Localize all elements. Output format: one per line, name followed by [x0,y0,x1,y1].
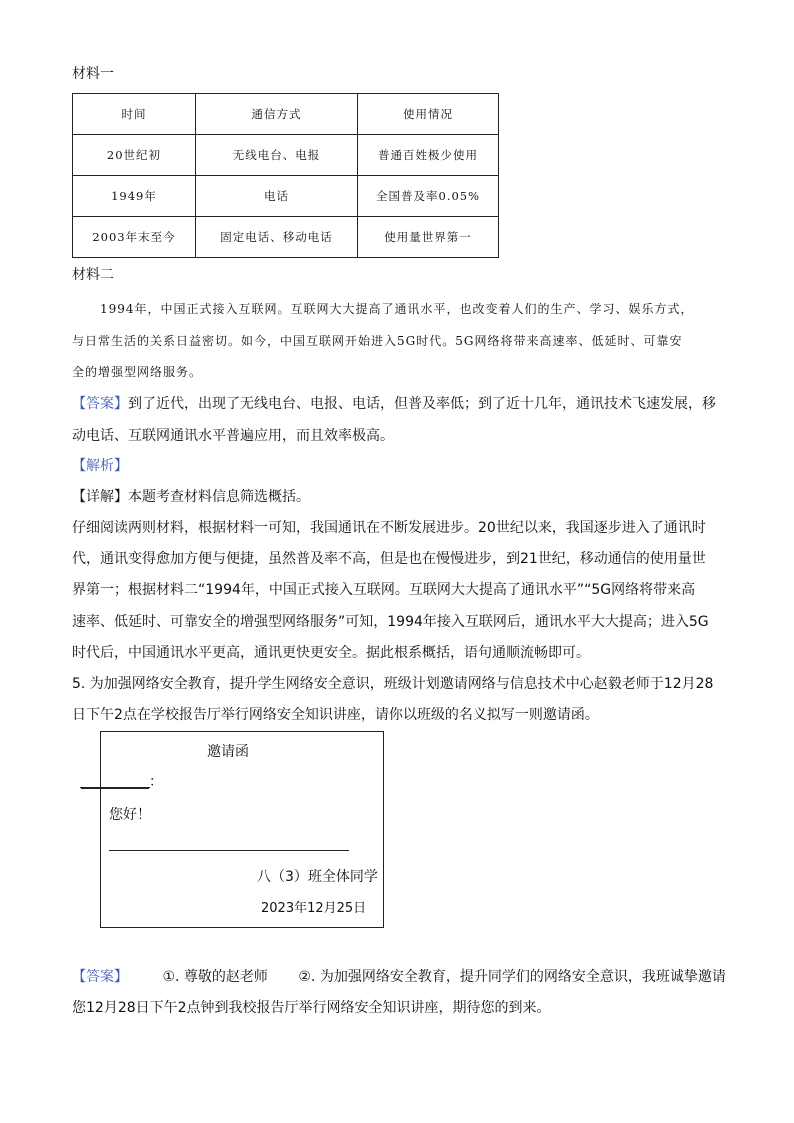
table-header-cell: 通信方式 [196,94,358,135]
answer2-tag: 【答案】 [72,969,128,985]
table-cell: 全国普及率0.05% [358,176,499,217]
analysis-line: 速率、低延时、可靠安全的增强型网络服务”可知，1994年接入互联网后，通讯水平大大提高；进入5G [72,614,709,630]
table-header-row [73,94,499,135]
table-cell: 普通百姓极少使用 [358,135,499,176]
table-cell: 固定电话、移动电话 [196,217,358,258]
table-cell: 1949年 [73,176,196,217]
signature: 八（3）班全体同学 [257,869,378,885]
table-row [73,217,499,258]
greeting: 您好！ [109,807,151,823]
answer-text: 到了近代，出现了无线电台、电报、电话，但普及率低；到了近十几年，通讯技术飞速发展，移 [128,396,716,412]
detail-tag: 【详解】 [72,489,128,505]
material2-line: 1994年，中国正式接入互联网。互联网大大提高了通讯水平，也改变着人们的生产、学习、娱乐方式， [100,302,694,316]
table-cell: 使用量世界第一 [358,217,499,258]
question5-line: 日下午2点在学校报告厅举行网络安全知识讲座，请你以班级的名义拟写一则邀请函。 [72,707,599,723]
answer2-text2: 为加强网络安全教育，提升同学们的网络安全意识，我班诚挚邀请 [319,969,726,985]
table-header-cell: 时间 [73,94,196,135]
material2-line: 与日常生活的关系日益密切。如今，中国互联网开始进入5G时代。5G网络将带来高速率、低延时、可靠安 [72,334,683,348]
table-cell: 2003年末至今 [73,217,196,258]
detail-text: 本题考查材料信息筛选概括。 [128,489,310,505]
material1-label: 材料一 [72,66,114,82]
answer-line [72,394,716,414]
table-row [73,176,499,217]
material2-line: 全的增强型网络服务。 [72,365,203,379]
communication-table [72,93,499,258]
answer-line: 动电话、互联网通讯水平普遍应用，而且效率极高。 [72,428,394,444]
answer2-line [72,967,726,987]
answer-tag: 【答案】 [72,396,128,412]
analysis-line: 代，通讯变得愈加方便与便捷，虽然普及率不高，但是也在慢慢进步，到21世纪，移动通信的使用量世 [72,551,706,567]
table-cell: 20世纪初 [73,135,196,176]
question5-line: 5. 为加强网络安全教育，提升学生网络安全意识，班级计划邀请网络与信息技术中心赵毅老师于12月28 [72,676,714,692]
answer2-line: 您12月28日下午2点钟到我校报告厅举行网络安全知识讲座，期待您的到来。 [72,1000,551,1016]
invitation-letter-box [100,731,384,928]
table-cell: 电话 [196,176,358,217]
material2-label: 材料二 [72,267,114,283]
letter-title: 邀请函 [207,744,249,760]
analysis-tag: 【解析】 [72,458,128,474]
table-cell: 无线电台、电报 [196,135,358,176]
table-row [73,135,499,176]
recipient-underline [80,787,150,788]
body-blank [109,850,349,851]
analysis-line: 时代后，中国通讯水平更高，通讯更快更安全。据此根系概括，语句通顺流畅即可。 [72,645,590,661]
answer2-num1: ①. [162,969,180,985]
answer2-num2: ②. [298,969,316,985]
analysis-line: 界第一；根据材料二“1994年，中国正式接入互联网。互联网大大提高了通讯水平”“5G网络将带来高 [72,582,696,598]
recipient-blank [81,788,149,789]
answer2-text1: 尊敬的赵老师 [183,969,268,985]
table-header-cell: 使用情况 [358,94,499,135]
letter-date: 2023年12月25日 [261,901,367,916]
detail-line [72,487,310,507]
analysis-line: 仔细阅读两则材料，根据材料一可知，我国通讯在不断发展进步。20世纪以来，我国逐步进入了通讯时 [72,520,706,536]
recipient-colon: ： [149,774,163,790]
